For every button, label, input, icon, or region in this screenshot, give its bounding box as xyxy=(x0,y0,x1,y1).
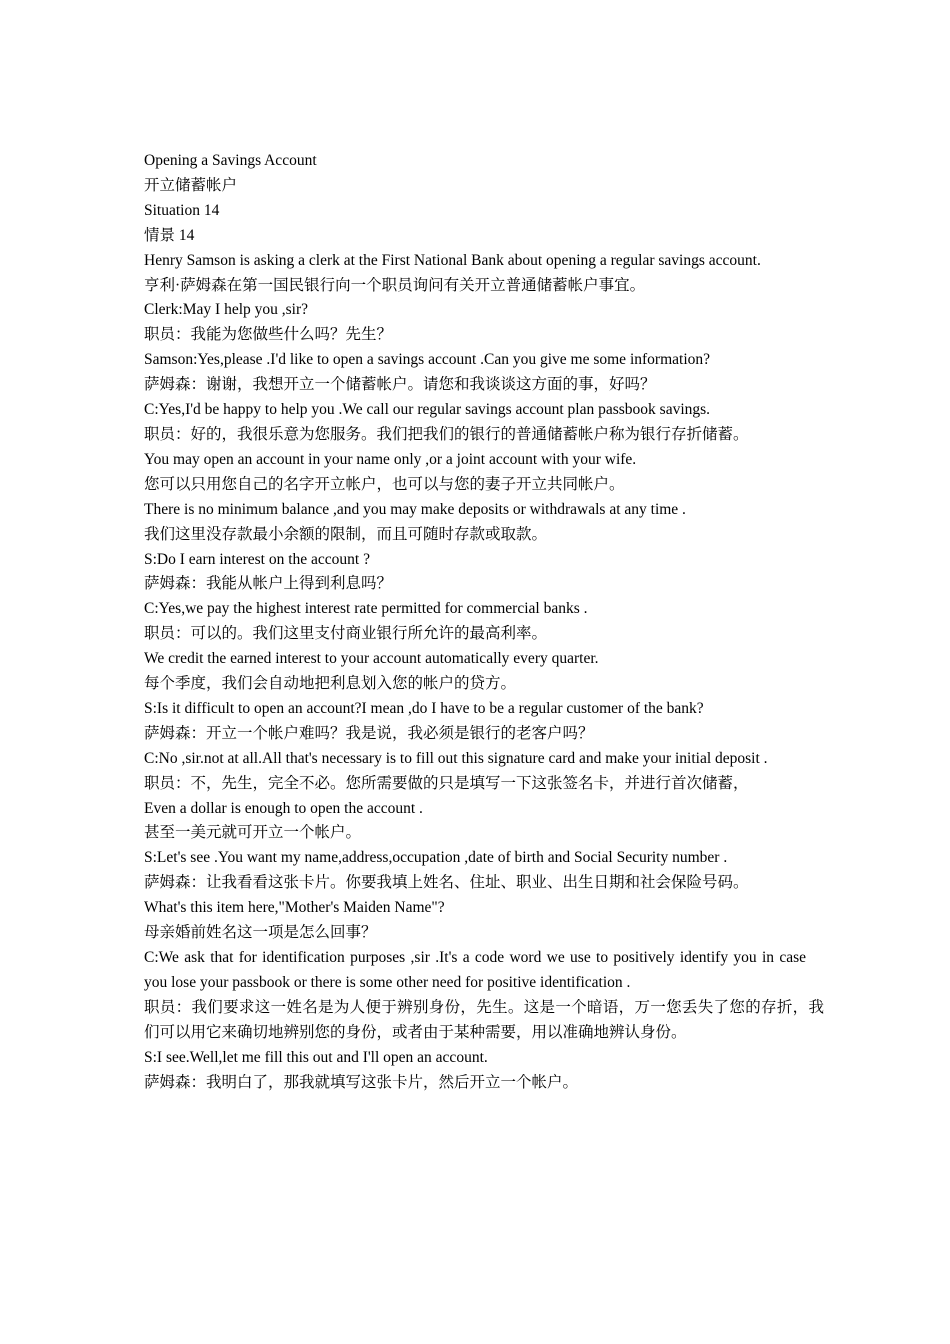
dialogue-line-cn: 职员：好的，我很乐意为您服务。我们把我们的银行的普通储蓄帐户称为银行存折储蓄。 xyxy=(144,425,749,443)
dialogue-line-cn: 职员：不，先生，完全不必。您所需要做的只是填写一下这张签名卡，并进行首次储蓄， xyxy=(144,774,749,792)
dialogue-line-cn: 萨姆森：谢谢，我想开立一个储蓄帐户。请您和我谈谈这方面的事，好吗？ xyxy=(144,376,656,394)
dialogue-line: S:Let's see .You want my name,address,occupation ,date of birth and Social Security number . xyxy=(144,849,728,867)
dialogue-paragraph-cn: 职员：我们要求这一姓名是为人便于辨别身份，先生。这是一个暗语，万一您丢失了您的存折，我们可以用它来确切地辨别您的身份，或者由于某种需要，用以准确地辨认身份。 xyxy=(144,998,824,1041)
dialogue-line: There is no minimum balance ,and you may make deposits or withdrawals at any time . xyxy=(144,500,686,518)
dialogue-line: You may open an account in your name only ,or a joint account with your wife. xyxy=(144,450,637,468)
dialogue-line-cn: 每个季度，我们会自动地把利息划入您的帐户的贷方。 xyxy=(144,675,517,693)
dialogue-line: S:I see.Well,let me fill this out and I'll open an account. xyxy=(144,1048,488,1066)
dialogue-line: C:Yes,we pay the highest interest rate permitted for commercial banks . xyxy=(144,600,588,618)
dialogue-line: Samson:Yes,please .I'd like to open a savings account .Can you give me some information? xyxy=(144,351,710,369)
dialogue-line-cn: 萨姆森：我明白了，那我就填写这张卡片，然后开立一个帐户。 xyxy=(144,1073,579,1091)
situation-heading: Situation 14 xyxy=(144,201,220,219)
document-title-cn: 开立储蓄帐户 xyxy=(144,176,238,194)
intro-paragraph-cn: 亨利·萨姆森在第一国民银行向一个职员询问有关开立普通储蓄帐户事宜。 xyxy=(144,276,646,294)
dialogue-line: Clerk:May I help you ,sir? xyxy=(144,301,309,319)
dialogue-line-cn: 甚至一美元就可开立一个帐户。 xyxy=(144,824,362,842)
dialogue-line-cn: 您可以只用您自己的名字开立帐户，也可以与您的妻子开立共同帐户。 xyxy=(144,475,625,493)
document-body xyxy=(144,149,824,1095)
dialogue-line: S:Is it difficult to open an account?I mean ,do I have to be a regular customer of the bank? xyxy=(144,699,704,717)
dialogue-line-cn: 我们这里没存款最小余额的限制，而且可随时存款或取款。 xyxy=(144,525,548,543)
intro-paragraph: Henry Samson is asking a clerk at the First National Bank about opening a regular savings account. xyxy=(144,251,761,269)
dialogue-line-cn: 萨姆森：让我看看这张卡片。你要我填上姓名、住址、职业、出生日期和社会保险号码。 xyxy=(144,874,749,892)
situation-heading-cn: 情景 14 xyxy=(144,226,195,244)
dialogue-line-cn: 职员：可以的。我们这里支付商业银行所允许的最高利率。 xyxy=(144,625,548,643)
dialogue-paragraph: C:No ,sir.not at all.All that's necessary is to fill out this signature card and make your initial deposit . xyxy=(144,749,768,767)
dialogue-line: S:Do I earn interest on the account ? xyxy=(144,550,370,568)
document-title: Opening a Savings Account xyxy=(144,152,317,169)
dialogue-line: C:Yes,I'd be happy to help you .We call our regular savings account plan passbook savings. xyxy=(144,401,711,419)
dialogue-line: We credit the earned interest to your account automatically every quarter. xyxy=(144,650,599,668)
dialogue-line-cn: 职员：我能为您做些什么吗？先生？ xyxy=(144,326,393,344)
dialogue-line-cn: 母亲婚前姓名这一项是怎么回事？ xyxy=(144,924,377,942)
dialogue-paragraph: C:We ask that for identification purposes ,sir .It's a code word we use to positively identify you in case you lose your passbook or there is some other need for positive identification . xyxy=(144,949,806,991)
dialogue-line: What's this item here,"Mother's Maiden Name"? xyxy=(144,899,445,917)
dialogue-line-cn: 萨姆森：开立一个帐户难吗？我是说，我必须是银行的老客户吗？ xyxy=(144,724,594,742)
dialogue-line: Even a dollar is enough to open the account . xyxy=(144,799,423,817)
dialogue-line-cn: 萨姆森：我能从帐户上得到利息吗？ xyxy=(144,575,393,593)
